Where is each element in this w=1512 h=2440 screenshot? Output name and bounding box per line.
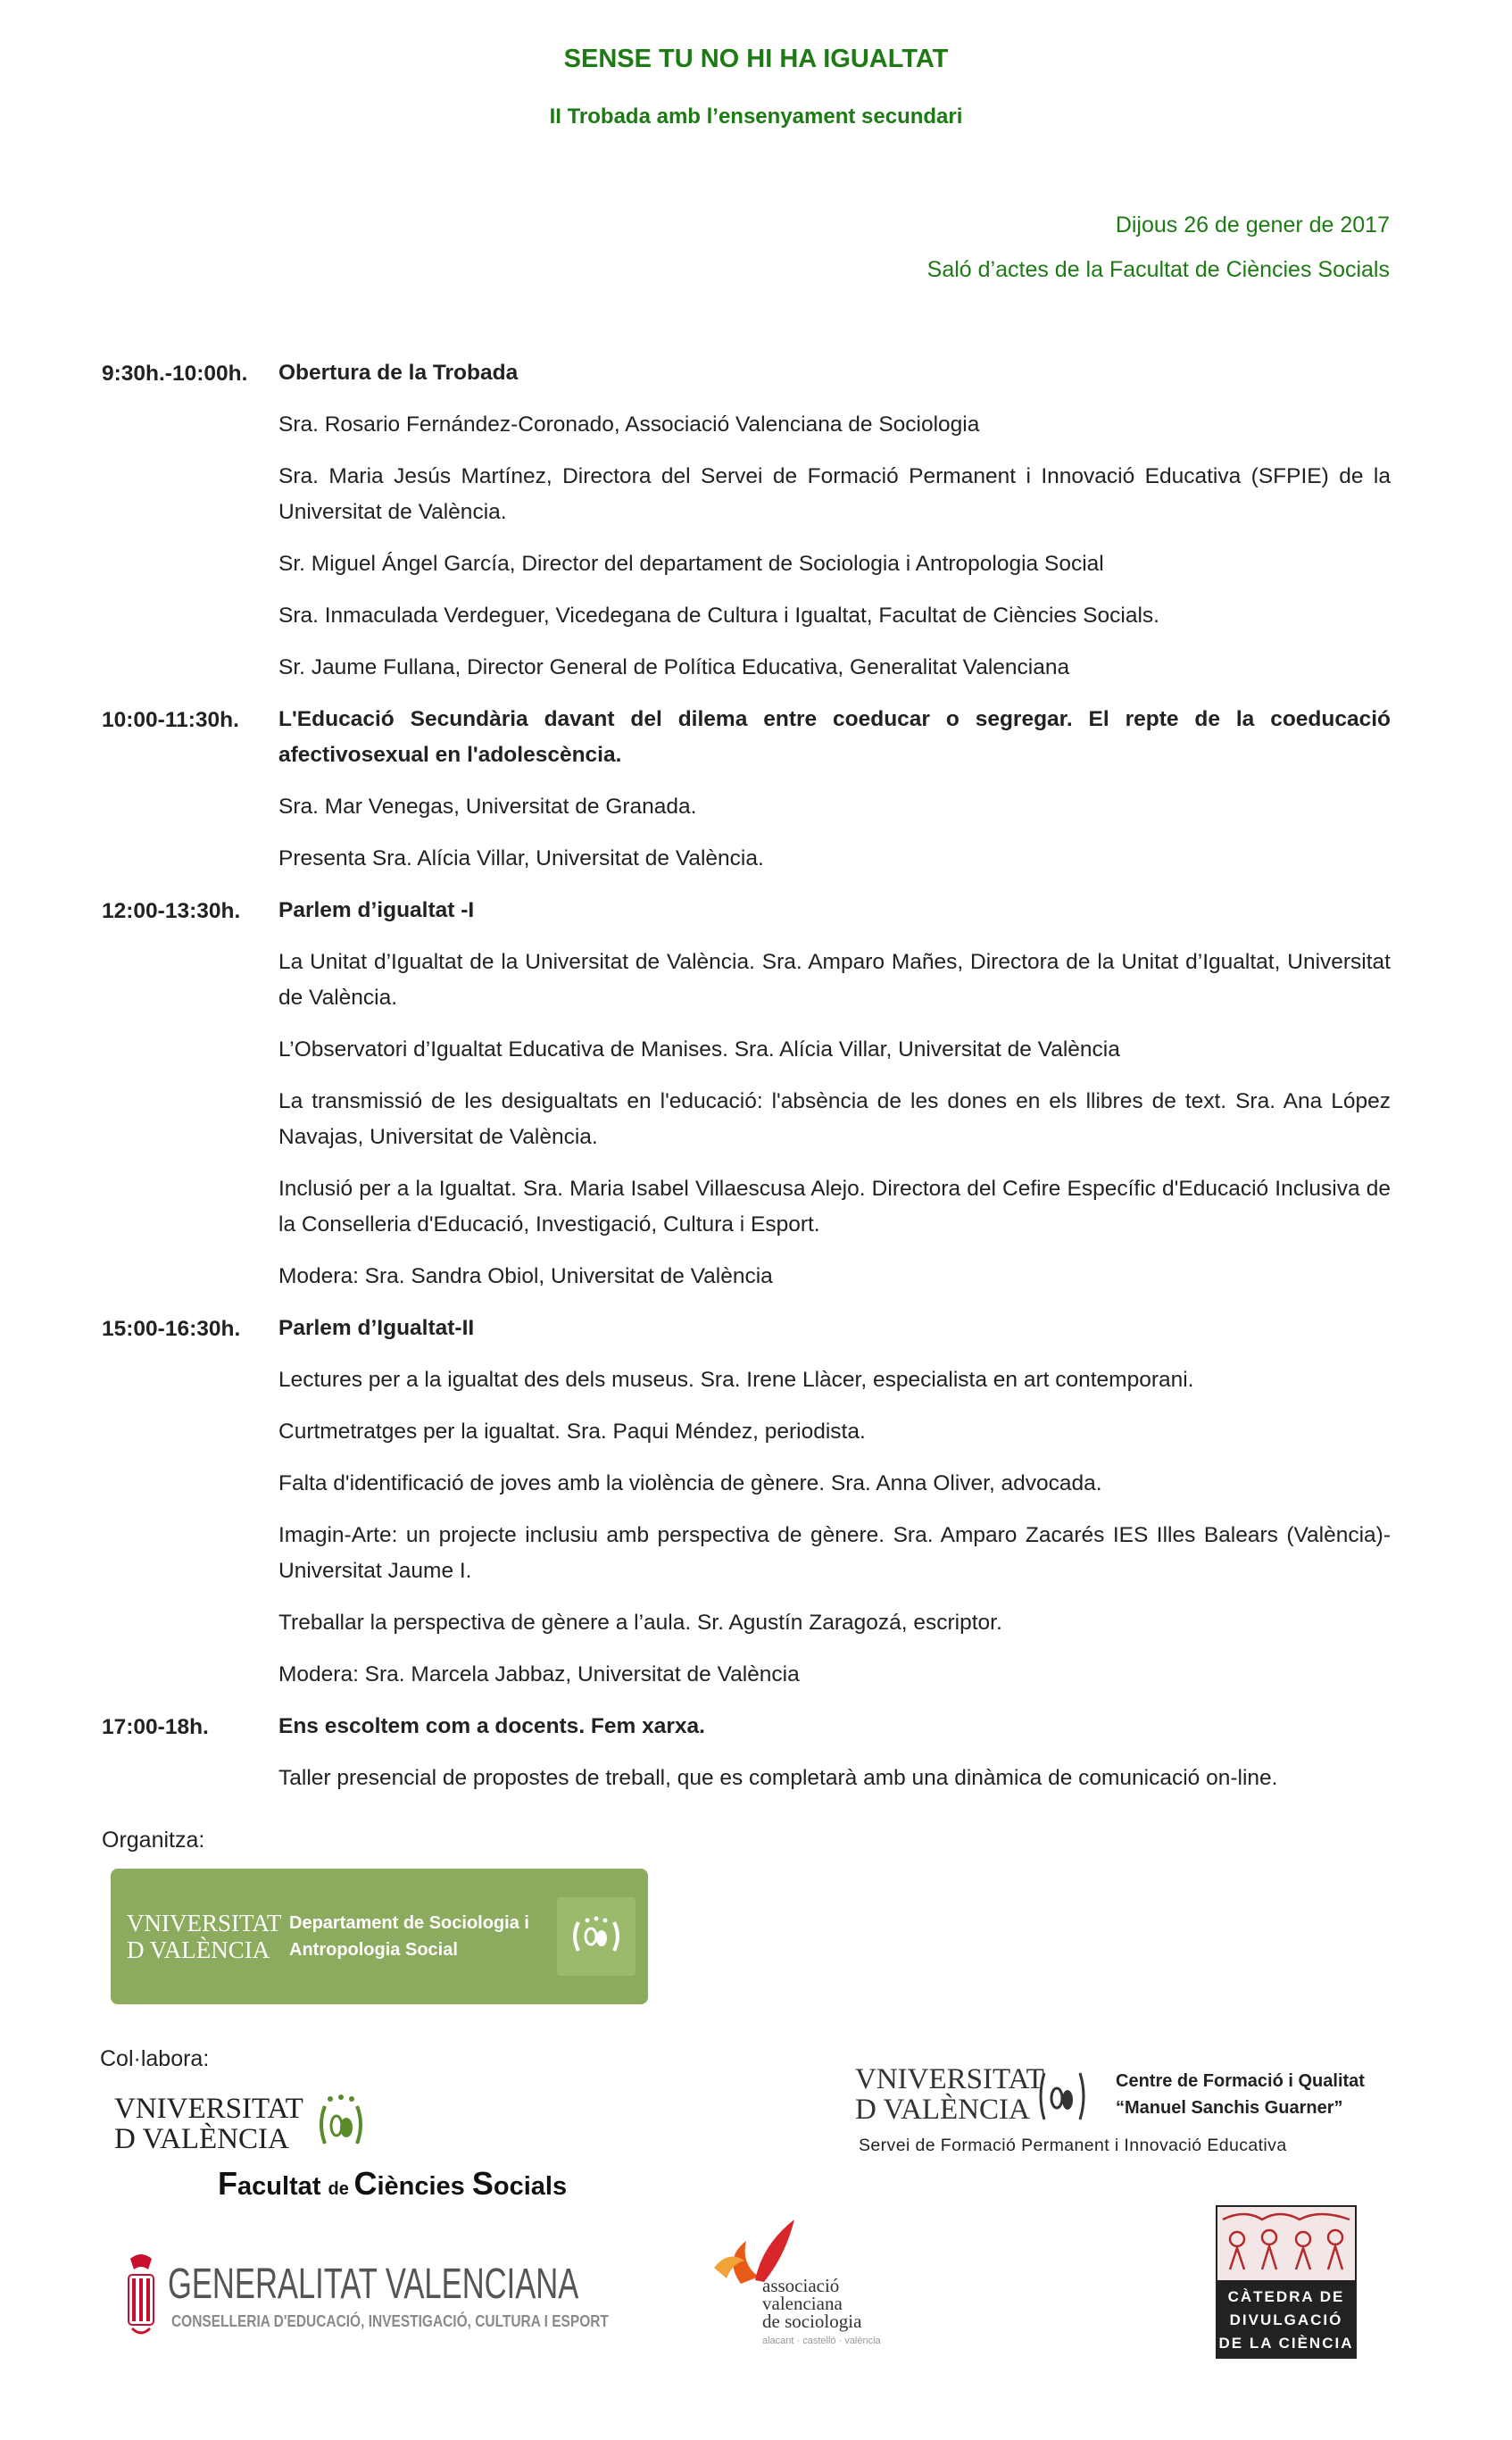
- catedra-name: DIVULGACIÓ: [1229, 2311, 1343, 2328]
- service-name: Servei de Formació Permanent i Innovació Educativa: [859, 2136, 1287, 2155]
- catedra-name: CÀTEDRA DE: [1227, 2288, 1345, 2305]
- program-schedule: [102, 355, 1391, 1812]
- slot-title: L'Educació Secundària davant del dilema entre coeducar o segregar. El repte de la coeducació afectivosexual en l'adolescència.: [278, 707, 1391, 767]
- program-slot: [102, 1311, 1391, 1693]
- program-slot: [102, 355, 1391, 686]
- uv-emblem-icon: [1035, 2068, 1089, 2123]
- slot-item: Sra. Maria Jesús Martínez, Directora del Servei de Formació Permanent i Innovació Educativa (SFPIE) de la Universitat de València.: [278, 464, 1391, 524]
- slot-title: Ens escoltem com a docents. Fem xarxa.: [278, 1714, 705, 1738]
- uv-wordmark: VNIVERSITAT: [127, 1910, 282, 1936]
- gva-logo: [121, 2250, 609, 2339]
- slot-time: 17:00-18h.: [102, 1715, 209, 1739]
- uv-emblem-icon: [316, 2094, 366, 2151]
- uv-wordmark: D VALÈNCIA: [114, 2123, 289, 2155]
- slot-item: Inclusió per a la Igualtat. Sra. Maria Isabel Villaescusa Alejo. Directora del Cefire Específic d'Educació Inclusiva de la Conselleria d'Educació, Investigació, Cultura i Esport.: [278, 1177, 1391, 1237]
- uv-wordmark: VNIVERSITAT: [114, 2093, 303, 2125]
- uv-facultat-logo: [114, 2093, 596, 2202]
- gva-emblem-icon: [121, 2250, 161, 2337]
- faculty-name: de: [328, 2179, 354, 2199]
- slot-item: La transmissió de les desigualtats en l'educació: l'absència de les dones en els llibres de text. Sra. Ana López Navajas, Universitat de València.: [278, 1089, 1391, 1149]
- avs-name: valenciana: [762, 2293, 843, 2314]
- event-date: Dijous 26 de gener de 2017: [1115, 212, 1390, 237]
- document-title: SENSE TU NO HI HA IGUALTAT: [563, 45, 949, 73]
- slot-item: Curtmetratges per la igualtat. Sra. Paqui Méndez, periodista.: [278, 1420, 866, 1444]
- slot-item: L’Observatori d’Igualtat Educativa de Manises. Sra. Alícia Villar, Universitat de València: [278, 1037, 1120, 1062]
- slot-item: Sra. Mar Venegas, Universitat de Granada.: [278, 795, 697, 819]
- slot-item: Lectures per a la igualtat des dels museus. Sra. Irene Llàcer, especialista en art contemporani.: [278, 1368, 1194, 1392]
- faculty-name: acultat: [237, 2172, 328, 2201]
- avs-cities: alacant · castelló · valència: [762, 2336, 881, 2346]
- slot-item: Presenta Sra. Alícia Villar, Universitat de València.: [278, 846, 764, 870]
- avs-name: associació: [762, 2275, 840, 2296]
- faculty-name: ocials: [493, 2172, 568, 2201]
- slot-time: 9:30h.-10:00h.: [102, 362, 248, 386]
- slot-item: Taller presencial de propostes de treball, que es completarà amb una dinàmica de comunicació on-line.: [278, 1766, 1278, 1790]
- slot-item: Sr. Jaume Fullana, Director General de Política Educativa, Generalitat Valenciana: [278, 655, 1070, 679]
- faculty-initial: C: [353, 2165, 378, 2202]
- organiza-label: Organitza:: [102, 1828, 205, 1853]
- faculty-initial: S: [471, 2165, 494, 2202]
- program-slot: [102, 702, 1391, 877]
- slot-title: Parlem d’Igualtat-II: [278, 1316, 475, 1340]
- catedra-name: DE LA CIÈNCIA: [1218, 2335, 1354, 2352]
- slot-item: Treballar la perspectiva de gènere a l’aula. Sr. Agustín Zaragozá, escriptor.: [278, 1611, 1002, 1635]
- department-emblem-icon: [557, 1897, 636, 1976]
- program-slot: [102, 1709, 1391, 1796]
- slot-time: 12:00-13:30h.: [102, 899, 241, 923]
- slot-item: Modera: Sra. Sandra Obiol, Universitat de València: [278, 1264, 773, 1288]
- document-subtitle: II Trobada amb l’ensenyament secundari: [549, 104, 963, 129]
- gva-department: CONSELLERIA D'EDUCACIÓ, INVESTIGACIÓ, CULTURA I ESPORT: [171, 2312, 609, 2330]
- program-slot: [102, 893, 1391, 1295]
- uv-sociologia-logo: [111, 1869, 648, 2004]
- slot-title: Obertura de la Trobada: [278, 361, 519, 385]
- catedra-illustration-icon: [1217, 2207, 1355, 2280]
- slot-time: 10:00-11:30h.: [102, 708, 239, 732]
- avs-logo: [705, 2214, 910, 2357]
- avs-name: de sociologia: [762, 2311, 862, 2332]
- event-venue: Saló d’actes de la Facultat de Ciències Socials: [926, 257, 1390, 282]
- faculty-name: iències: [377, 2172, 472, 2201]
- uv-wordmark: D VALÈNCIA: [855, 2094, 1030, 2126]
- uv-wordmark: D VALÈNCIA: [127, 1936, 270, 1963]
- centre-name: Centre de Formació i Qualitat: [1116, 2071, 1365, 2091]
- colabora-label: Col·labora:: [100, 2046, 210, 2071]
- slot-item: Falta d'identificació de joves amb la violència de gènere. Sra. Anna Oliver, advocada.: [278, 1471, 1102, 1495]
- slot-item: Sr. Miguel Ángel García, Director del departament de Sociologia i Antropologia Social: [278, 552, 1104, 576]
- slot-item: Sra. Rosario Fernández-Coronado, Associació Valenciana de Sociologia: [278, 412, 980, 437]
- slot-item: Imagin-Arte: un projecte inclusiu amb perspectiva de gènere. Sra. Amparo Zacarés IES Illes Balears (València)-Universitat Jaume I.: [278, 1523, 1391, 1583]
- uv-wordmark: VNIVERSITAT: [855, 2063, 1044, 2095]
- department-name: Antropologia Social: [289, 1940, 458, 1960]
- faculty-initial: F: [218, 2165, 237, 2202]
- uv-sfpie-logo: [855, 2063, 1365, 2162]
- slot-item: Sra. Inmaculada Verdeguer, Vicedegana de Cultura i Igualtat, Facultat de Ciències Socials.: [278, 604, 1159, 628]
- slot-item: Modera: Sra. Marcela Jabbaz, Universitat de València: [278, 1662, 800, 1686]
- gva-name: GENERALITAT VALENCIANA: [168, 2261, 579, 2308]
- slot-item: La Unitat d’Igualtat de la Universitat de València. Sra. Amparo Mañes, Directora de la Unitat d’Igualtat, Universitat de València.: [278, 950, 1391, 1010]
- slot-time: 15:00-16:30h.: [102, 1317, 241, 1341]
- slot-title: Parlem d’igualtat -I: [278, 898, 475, 922]
- catedra-logo: [1216, 2205, 1357, 2359]
- department-name: Departament de Sociologia i: [289, 1913, 529, 1933]
- centre-name: “Manuel Sanchis Guarner”: [1116, 2098, 1343, 2118]
